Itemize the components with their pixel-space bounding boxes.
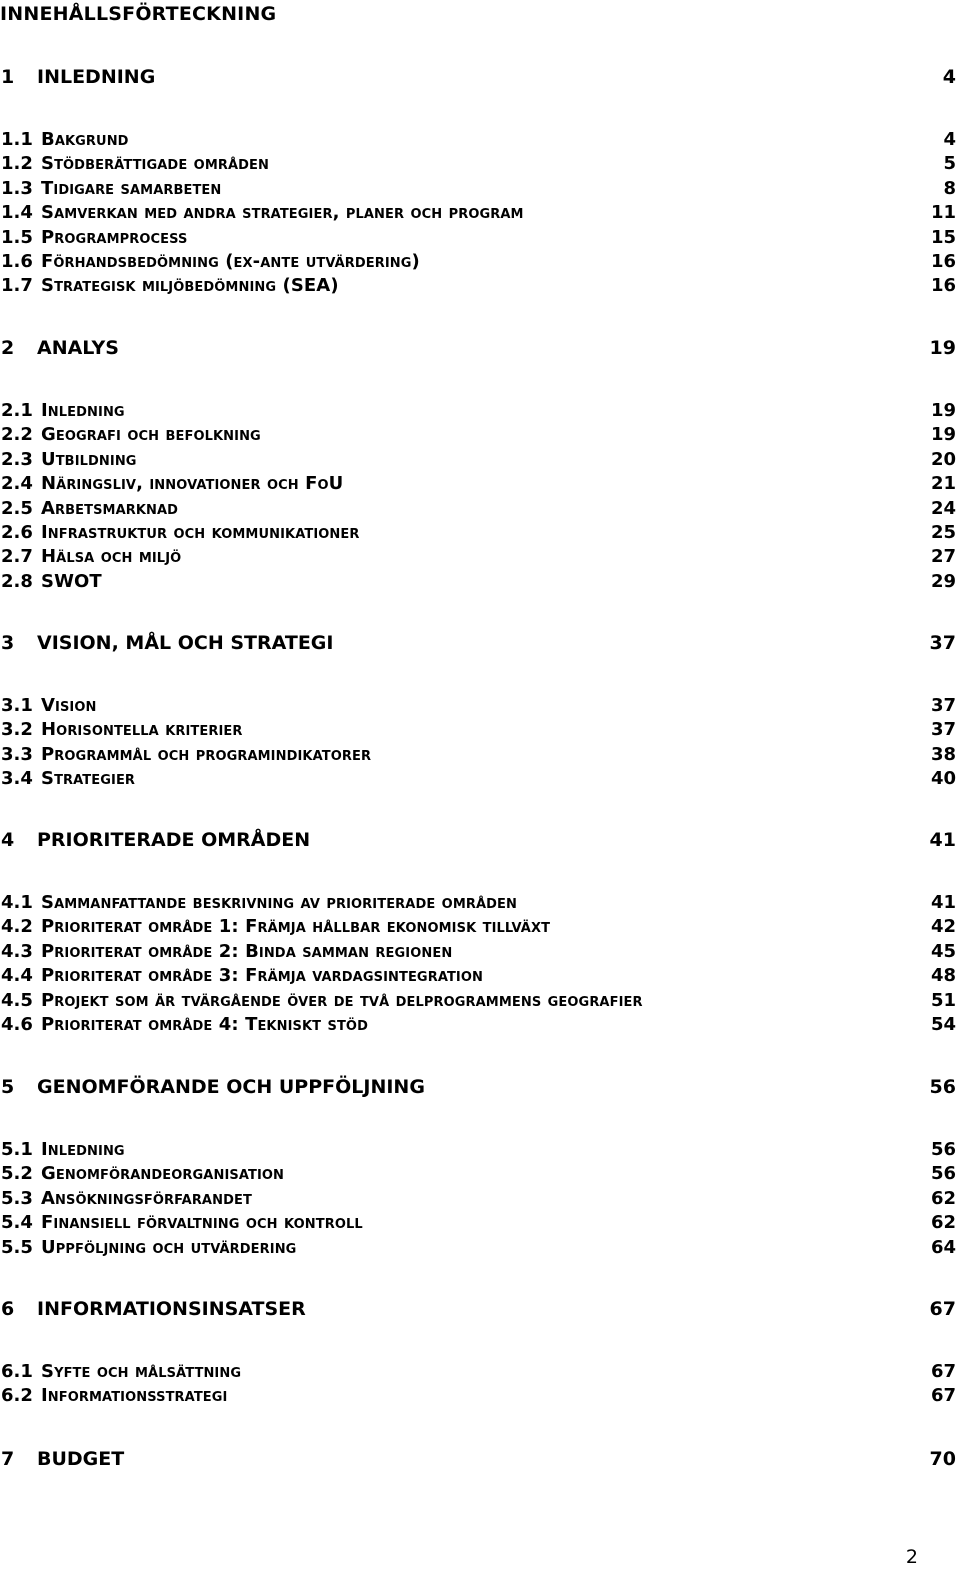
toc-entry-page: 48	[930, 965, 956, 987]
toc-section-entry[interactable]	[0, 202, 956, 226]
toc-entry-number: 2.7	[1, 546, 33, 568]
toc-section-entry[interactable]	[0, 990, 956, 1014]
toc-entry-title: Uppföljning och utvärdering	[41, 1236, 297, 1258]
toc-section-entry[interactable]	[0, 892, 956, 916]
toc-entry-page: 4	[942, 66, 956, 88]
toc-entry-number: 2.4	[1, 473, 33, 495]
toc-section-entry[interactable]	[0, 400, 956, 424]
toc-entry-number: 3.4	[1, 768, 33, 790]
toc-section-entry[interactable]	[0, 768, 956, 792]
toc-entry-number: 2.5	[1, 497, 33, 519]
toc-entry-number: 2.3	[1, 448, 33, 470]
toc-entry-page: 62	[930, 1187, 956, 1209]
toc-entry-page: 16	[930, 275, 956, 297]
toc-entry-number: 5.5	[1, 1236, 33, 1258]
toc-entry-title: ANALYS	[37, 337, 119, 359]
toc-entry-number: 5.4	[1, 1212, 33, 1234]
toc-entry-number: 3.2	[1, 719, 33, 741]
toc-entry-page: 16	[930, 251, 956, 272]
toc-entry-number: 4.5	[1, 989, 33, 1011]
toc-entry-number: 2.8	[1, 570, 33, 592]
toc-entry-title: Genomförandeorganisation	[41, 1163, 285, 1185]
toc-entry-number: 4.3	[1, 940, 33, 962]
toc-entry-title: INFORMATIONSINSATSER	[37, 1298, 306, 1320]
toc-entry-title: Arbetsmarknad	[41, 497, 179, 519]
toc-entry-title: Sammanfattande beskrivning av prioriterade områden	[41, 892, 517, 913]
toc-entry-number: 2	[1, 337, 15, 359]
toc-entry-title: Prioriterat område 2: Binda samman regionen	[41, 940, 453, 962]
toc-entry-number: 3	[1, 632, 15, 654]
toc-entry-title: Informationsstrategi	[41, 1385, 228, 1407]
toc-section-entry[interactable]	[0, 424, 956, 448]
toc-chapter-entry[interactable]	[0, 337, 956, 361]
toc-entry-title: Prioriterat område 4: Tekniskt stöd	[41, 1014, 368, 1035]
toc-entry-number: 5.2	[1, 1163, 33, 1185]
toc-chapter-entry[interactable]	[0, 1298, 956, 1322]
toc-section-entry[interactable]	[0, 275, 956, 299]
toc-chapter-entry[interactable]	[0, 66, 956, 90]
toc-chapter-entry[interactable]	[0, 829, 956, 853]
toc-entry-number: 6.2	[1, 1385, 33, 1407]
toc-section-entry[interactable]	[0, 473, 956, 497]
toc-entry-number: 1.7	[1, 275, 33, 297]
toc-section-entry[interactable]	[0, 1385, 956, 1409]
toc-entry-title: Samverkan med andra strategier, planer och program	[41, 202, 524, 224]
toc-entry-page: 4	[943, 129, 956, 150]
toc-section-entry[interactable]	[0, 178, 956, 202]
toc-entry-page: 62	[930, 1212, 956, 1234]
toc-entry-title: Näringsliv, innovationer och FoU	[41, 473, 344, 495]
toc-chapter-entry[interactable]	[0, 632, 956, 656]
toc-entry-title: Tidigare samarbeten	[41, 177, 222, 199]
toc-entry-title: Syfte och målsättning	[41, 1361, 242, 1382]
toc-entry-number: 6	[1, 1298, 15, 1320]
toc-entry-title: Infrastruktur och kommunikationer	[41, 522, 360, 543]
toc-entry-title: Inledning	[41, 1139, 125, 1160]
toc-entry-title: Ansökningsförfarandet	[41, 1187, 252, 1209]
toc-entry-number: 4.1	[1, 892, 33, 913]
toc-entry-page: 70	[929, 1448, 956, 1470]
toc-entry-page: 67	[930, 1361, 956, 1382]
toc-entry-title: Inledning	[41, 400, 125, 421]
toc-entry-title: BUDGET	[37, 1448, 125, 1470]
toc-entry-number: 3.1	[1, 695, 33, 716]
page-number: 2	[905, 1546, 918, 1568]
toc-entry-page: 5	[943, 153, 956, 175]
toc-section-entry[interactable]	[0, 498, 956, 522]
toc-section-entry[interactable]	[0, 1163, 956, 1187]
toc-section-entry[interactable]	[0, 744, 956, 768]
toc-section-entry[interactable]	[0, 1014, 956, 1038]
toc-entry-title: Projekt som är tvärgående över de två delprogrammens geografier	[41, 989, 643, 1011]
toc-entry-title: SWOT	[41, 570, 102, 592]
toc-section-entry[interactable]	[0, 227, 956, 251]
toc-section-entry[interactable]	[0, 571, 956, 595]
toc-entry-title: Bakgrund	[41, 129, 129, 150]
toc-entry-page: 37	[930, 719, 956, 741]
toc-entry-page: 67	[929, 1298, 956, 1320]
toc-entry-title: Stödberättigade områden	[41, 153, 269, 175]
toc-heading: INNEHÅLLSFÖRTECKNING	[0, 3, 277, 25]
toc-entry-number: 1.1	[1, 129, 33, 150]
toc-entry-page: 29	[930, 570, 956, 592]
toc-section-entry[interactable]	[0, 719, 956, 743]
toc-entry-number: 4.6	[1, 1014, 33, 1035]
toc-entry-title: Prioriterat område 3: Främja vardagsintegration	[41, 965, 484, 987]
toc-section-entry[interactable]	[0, 1361, 956, 1385]
toc-entry-page: 19	[930, 400, 956, 421]
toc-entry-page: 11	[930, 202, 956, 224]
toc-entry-title: PRIORITERADE OMRÅDEN	[37, 829, 311, 851]
toc-entry-number: 7	[1, 1448, 15, 1470]
toc-entry-number: 5	[1, 1076, 15, 1098]
toc-entry-title: Programprocess	[41, 226, 188, 248]
toc-section-entry[interactable]	[0, 695, 956, 719]
toc-section-entry[interactable]	[0, 1139, 956, 1163]
toc-entry-title: Vision	[41, 695, 97, 716]
toc-entry-number: 5.1	[1, 1139, 33, 1160]
toc-section-entry[interactable]	[0, 251, 956, 275]
toc-entry-title: Horisontella kriterier	[41, 719, 243, 741]
toc-section-entry[interactable]	[0, 449, 956, 473]
toc-entry-number: 1.4	[1, 202, 33, 224]
toc-entry-title: VISION, MÅL OCH STRATEGI	[37, 632, 334, 654]
toc-entry-number: 1.3	[1, 177, 33, 199]
toc-entry-page: 8	[943, 177, 956, 199]
toc-entry-title: Hälsa och miljö	[41, 546, 182, 568]
toc-entry-page: 67	[930, 1385, 956, 1407]
toc-entry-title: Programmål och programindikatorer	[41, 743, 372, 765]
toc-entry-title: Finansiell förvaltning och kontroll	[41, 1212, 363, 1234]
toc-entry-number: 4.4	[1, 965, 33, 987]
toc-entry-number: 2.6	[1, 522, 33, 543]
toc-entry-number: 2.1	[1, 400, 33, 421]
toc-entry-page: 40	[930, 768, 956, 790]
toc-entry-page: 25	[930, 522, 956, 543]
toc-entry-number: 4.2	[1, 916, 33, 938]
toc-entry-number: 4	[1, 829, 15, 851]
toc-section-entry[interactable]	[0, 941, 956, 965]
toc-entry-number: 1	[1, 66, 15, 88]
toc-chapter-entry[interactable]	[0, 1076, 956, 1100]
toc-section-entry[interactable]	[0, 1212, 956, 1236]
toc-entry-page: 38	[930, 743, 956, 765]
toc-entry-number: 2.2	[1, 424, 33, 446]
toc-entry-title: Strategisk miljöbedömning (SEA)	[41, 275, 339, 297]
toc-entry-number: 1.5	[1, 226, 33, 248]
toc-section-entry[interactable]	[0, 916, 956, 940]
toc-entry-title: Strategier	[41, 768, 136, 790]
toc-entry-page: 19	[930, 424, 956, 446]
toc-entry-title: Utbildning	[41, 448, 137, 470]
toc-section-entry[interactable]	[0, 546, 956, 570]
toc-entry-page: 54	[930, 1014, 956, 1035]
toc-entry-title: Förhandsbedömning (ex-ante utvärdering)	[41, 251, 420, 272]
toc-entry-page: 51	[930, 989, 956, 1011]
toc-entry-page: 20	[930, 448, 956, 470]
toc-entry-page: 64	[930, 1236, 956, 1258]
toc-section-entry[interactable]	[0, 965, 956, 989]
toc-section-entry[interactable]	[0, 153, 956, 177]
toc-section-entry[interactable]	[0, 1188, 956, 1212]
toc-entry-title: INLEDNING	[37, 66, 156, 88]
toc-entry-number: 6.1	[1, 1361, 33, 1382]
toc-entry-page: 37	[929, 632, 956, 654]
toc-entry-page: 45	[930, 940, 956, 962]
toc-entry-page: 27	[930, 546, 956, 568]
toc-entry-page: 24	[930, 497, 956, 519]
toc-section-entry[interactable]	[0, 522, 956, 546]
toc-entry-number: 5.3	[1, 1187, 33, 1209]
toc-entry-number: 3.3	[1, 743, 33, 765]
toc-entry-number: 1.2	[1, 153, 33, 175]
toc-entry-page: 19	[929, 337, 956, 359]
toc-section-entry[interactable]	[0, 129, 956, 153]
toc-chapter-entry[interactable]	[0, 1448, 956, 1472]
toc-entry-title: Prioriterat område 1: Främja hållbar ekonomisk tillväxt	[41, 916, 551, 938]
toc-entry-page: 41	[929, 829, 956, 851]
toc-entry-page: 56	[929, 1076, 956, 1098]
toc-entry-page: 37	[930, 695, 956, 716]
toc-entry-number: 1.6	[1, 251, 33, 272]
toc-entry-page: 15	[930, 226, 956, 248]
toc-section-entry[interactable]	[0, 1237, 956, 1261]
toc-entry-page: 21	[930, 473, 956, 495]
toc-entry-title: GENOMFÖRANDE OCH UPPFÖLJNING	[37, 1076, 425, 1098]
toc-entry-page: 56	[930, 1139, 956, 1160]
toc-entry-title: Geografi och befolkning	[41, 424, 261, 446]
toc-entry-page: 56	[930, 1163, 956, 1185]
toc-entry-page: 41	[930, 892, 956, 913]
toc-entry-page: 42	[930, 916, 956, 938]
